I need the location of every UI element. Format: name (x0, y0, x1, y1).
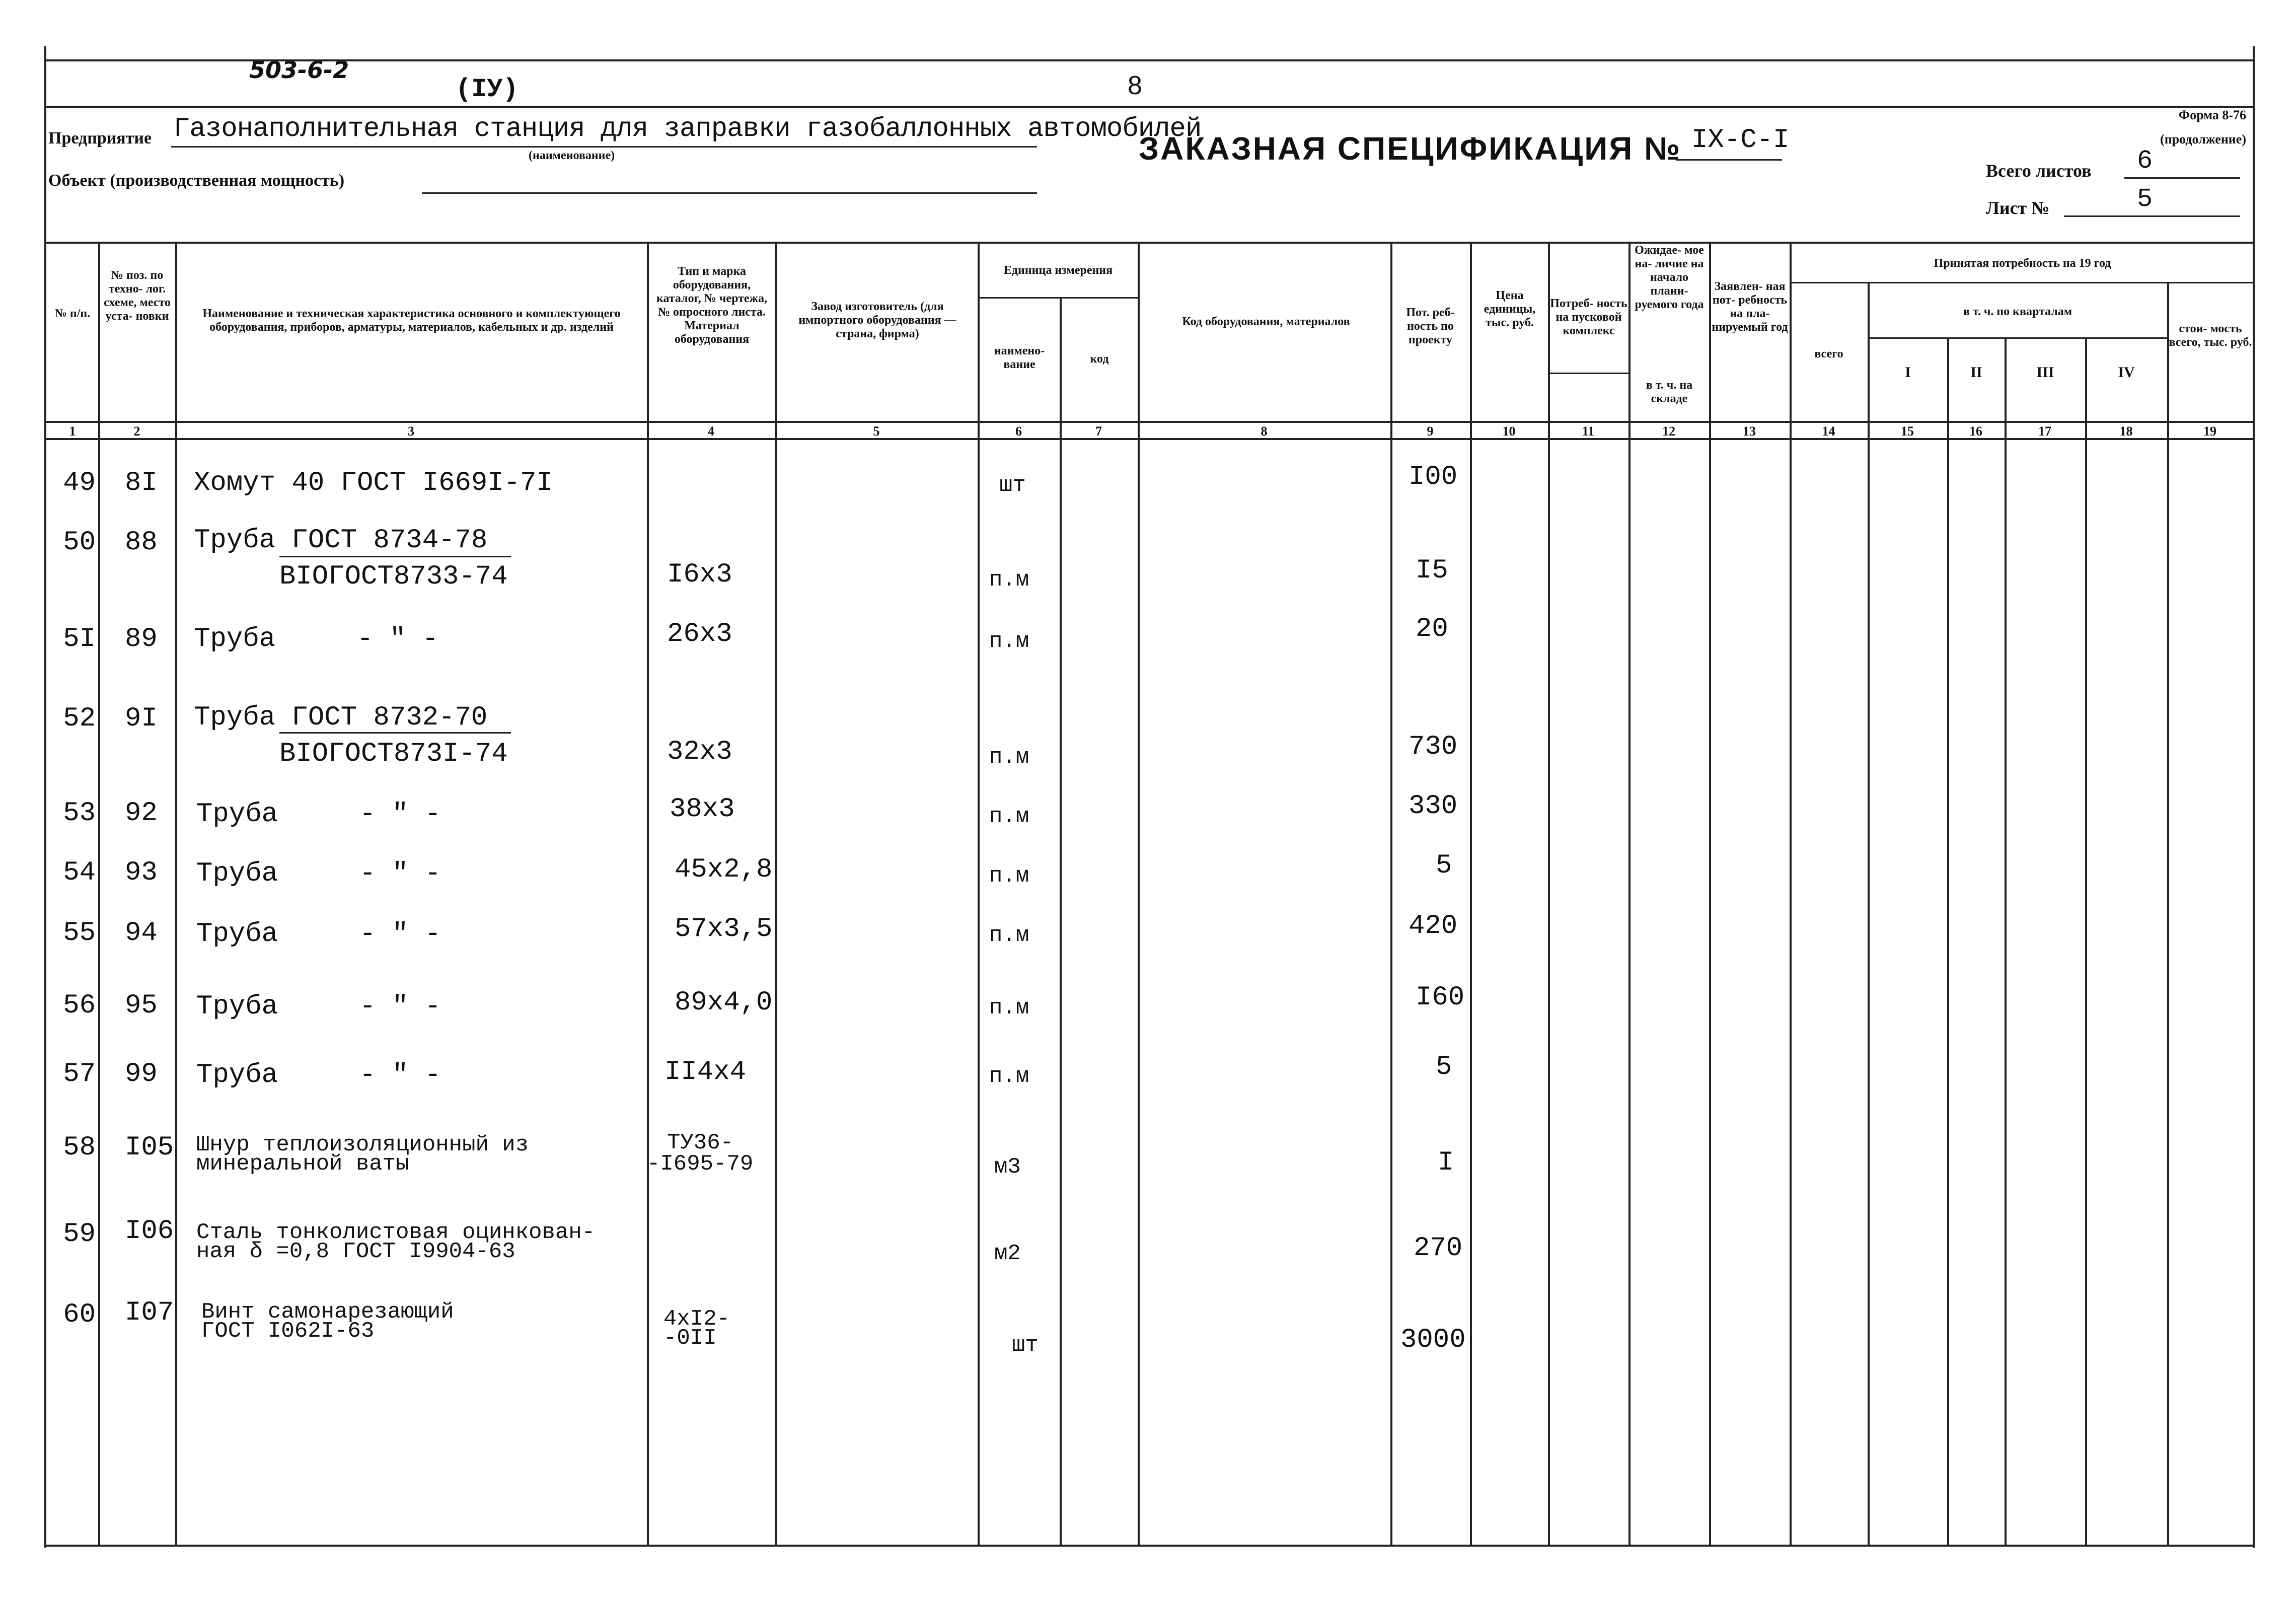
item-name-line2: ГОСТ I062I-63 (201, 1319, 375, 1344)
unit: п.м (989, 629, 1029, 654)
frame-top (44, 59, 2254, 61)
row-number: 54 (63, 857, 96, 888)
total-sheets-label: Всего листов (1986, 161, 2092, 181)
row-number: 55 (63, 918, 96, 949)
position-number: 99 (125, 1059, 158, 1089)
col-line (1947, 337, 1949, 1545)
item-name: Хомут 40 ГОСТ I669I-7I (194, 468, 553, 498)
colnum: 10 (1502, 424, 1516, 439)
name-caption: (наименование) (529, 149, 615, 162)
unit: м3 (994, 1154, 1021, 1180)
col-13-header: Заявлен- ная пот- ребность на пла- нируемый год (1712, 280, 1788, 334)
col-line (1868, 282, 1870, 1545)
colnum: 4 (708, 424, 714, 439)
colnum: 15 (1901, 424, 1914, 439)
quantity: 5 (1436, 850, 1452, 881)
item-name: Сталь тонколистовая оцинкован- (196, 1220, 596, 1245)
unit: п.м (989, 863, 1029, 889)
colnum: 6 (1015, 424, 1022, 439)
colnum: 2 (133, 424, 140, 439)
col-line (2085, 337, 2087, 1545)
total-sheets-value: 6 (2137, 146, 2153, 176)
col-11-header: Потреб- ность на пусковой комплекс (1550, 297, 1627, 337)
col-4-header: Тип и марка оборудования, каталог, № чертежа, № опросного листа. Материал оборудования (656, 265, 767, 346)
position-number: 89 (125, 624, 158, 655)
name-underline (279, 556, 511, 557)
colnum: 17 (2038, 424, 2051, 439)
item-type: 32x3 (667, 737, 732, 767)
colnum: 18 (2119, 424, 2133, 439)
col-3-header: Наименование и техническая характеристика основного и комплектующего оборудования, приборов, арматуры, материалов, кабельных и др. изделий (202, 307, 621, 334)
colnum: 8 (1261, 424, 1268, 439)
unit: шт (999, 473, 1026, 498)
page-number: 8 (1128, 71, 1142, 100)
quarter-4-header: IV (2118, 364, 2135, 381)
position-number: 95 (125, 990, 158, 1021)
item-type: 45x2,8 (675, 854, 773, 885)
position-number: 8I (125, 468, 158, 498)
row-number: 58 (63, 1132, 96, 1163)
col-12-header: Ожидае- мое на- личие на начало плани- руемого года (1635, 244, 1704, 311)
item-type: II4x4 (664, 1057, 747, 1087)
quantity: 730 (1409, 732, 1458, 762)
accepted-subline (1790, 282, 2253, 283)
item-name: Труба - " - (196, 919, 441, 950)
quantity: 420 (1409, 911, 1458, 941)
spec-title: ЗАКАЗНАЯ СПЕЦИФИКАЦИЯ № (1139, 130, 1682, 167)
quarter-1-header: I (1905, 364, 1911, 381)
item-name-line2: ная δ =0,8 ГОСТ I9904-63 (196, 1239, 515, 1264)
quantity: I60 (1416, 982, 1465, 1013)
item-name: Труба ГОСТ 8734-78 (194, 525, 488, 556)
quarter-2-header: II (1970, 364, 1982, 381)
quantity: 20 (1416, 614, 1448, 644)
col-6-header: наимено- вание (994, 344, 1045, 371)
unit: п.м (989, 923, 1029, 948)
quantity: I5 (1416, 555, 1448, 586)
document-code: 503-6-2 (249, 56, 349, 84)
col-10-header: Цена единицы, тыс. руб. (1484, 289, 1536, 329)
item-name-line2: BIOГОСТ873I-74 (279, 739, 508, 769)
frame-top-inner (44, 106, 2254, 108)
item-type: 26x3 (667, 619, 732, 649)
quantity: 3000 (1400, 1325, 1466, 1355)
enterprise-value: Газонаполнительная станция для заправки газобаллонных автомобилей (174, 114, 1202, 144)
position-number: I05 (125, 1132, 174, 1163)
item-type: 89x4,0 (675, 987, 773, 1018)
item-name: Труба - " - (196, 991, 441, 1022)
col-9-header: Пот. реб- ность по проекту (1406, 306, 1455, 346)
row-number: 53 (63, 798, 96, 829)
colnum: 7 (1095, 424, 1102, 439)
quarter-3-header: III (2036, 364, 2054, 381)
colnum: 19 (2203, 424, 2216, 439)
row-number: 52 (63, 703, 96, 734)
spec-number-underline (1676, 159, 1782, 161)
item-type: 38x3 (670, 794, 735, 825)
unit: п.м (989, 804, 1029, 829)
col-1-header: № п/п. (54, 307, 91, 320)
item-type-line2: -0II (663, 1326, 717, 1351)
quantity: 270 (1414, 1233, 1463, 1264)
colnum: 16 (1969, 424, 1982, 439)
sheet-underline (2064, 215, 2240, 217)
item-name: Труба - " - (196, 799, 441, 830)
sheet-label: Лист № (1986, 198, 2050, 218)
row-number: 57 (63, 1059, 96, 1089)
row-number: 56 (63, 990, 96, 1021)
unit: шт (1012, 1333, 1039, 1358)
item-name: Шнур теплоизоляционный из (196, 1132, 529, 1157)
position-number: 9I (125, 703, 158, 734)
position-number: 88 (125, 527, 158, 558)
table-top (44, 242, 2254, 244)
colnum: 12 (1662, 424, 1675, 439)
unit: п.м (989, 1064, 1029, 1089)
unit: п.м (989, 567, 1029, 593)
spec-number: IX-C-I (1691, 125, 1790, 156)
col-14-19-header: Принятая потребность на 19 год (1934, 257, 2111, 270)
item-type: I6x3 (667, 559, 732, 590)
unit: п.м (989, 995, 1029, 1021)
quarters-subline (1868, 337, 2167, 339)
quantity: 330 (1409, 791, 1458, 822)
item-name: Труба - " - (194, 624, 439, 655)
col-line (1060, 297, 1062, 1545)
form-sub: (продолжение) (2160, 132, 2246, 147)
enterprise-label: Предприятие (48, 129, 152, 148)
position-number: 94 (125, 918, 158, 949)
col-6-7-header: Единица измерения (1003, 264, 1113, 277)
unit: м2 (994, 1241, 1021, 1266)
col-2-header: № поз. по техно- лог. схеме, место уста- новки (104, 269, 171, 323)
colnum: 9 (1427, 424, 1434, 439)
total-sheets-underline (2124, 177, 2240, 179)
item-name-line2: минеральной ваты (196, 1151, 409, 1177)
colnum: 13 (1743, 424, 1756, 439)
item-name-line2: BIOГОСТ8733-74 (279, 561, 508, 592)
item-name: Труба ГОСТ 8732-70 (194, 702, 488, 733)
item-name: Труба - " - (196, 1060, 441, 1091)
sheet-value: 5 (2137, 184, 2153, 214)
name-underline (279, 732, 511, 734)
quantity: I00 (1409, 462, 1458, 492)
col-line (2005, 337, 2007, 1545)
frame-bottom (44, 1545, 2254, 1547)
col-8-header: Код оборудования, материалов (1182, 315, 1350, 328)
col-7-header: код (1090, 352, 1109, 366)
object-label: Объект (производственная мощность) (48, 171, 345, 190)
position-number: 93 (125, 857, 158, 888)
position-number: I06 (125, 1216, 174, 1247)
object-underline (422, 192, 1037, 194)
row-number: 60 (63, 1299, 96, 1330)
item-type-line2: -I695-79 (647, 1151, 754, 1177)
header-bottom (44, 421, 2254, 423)
item-name: Труба - " - (196, 858, 441, 889)
col-5-header: Завод изготовитель (для импортного оборудования — страна, фирма) (798, 300, 956, 340)
item-name: Винт самонарезающий (201, 1299, 454, 1325)
stock-subline (1548, 373, 1628, 374)
quantity: I (1438, 1147, 1454, 1178)
row-number: 49 (63, 468, 96, 498)
colnum: 14 (1822, 424, 1835, 439)
colnum: 5 (873, 424, 880, 439)
row-number: 59 (63, 1219, 96, 1250)
item-type: 57x3,5 (675, 914, 773, 944)
units-subline (978, 297, 1138, 299)
row-number: 5I (63, 624, 96, 655)
colnum: 1 (69, 424, 76, 439)
col-12b-header: в т. ч. на складе (1646, 379, 1693, 405)
position-number: 92 (125, 798, 158, 829)
unit: п.м (989, 745, 1029, 770)
frame-right (2253, 46, 2255, 1548)
col-19-header: стои- мость всего, тыс. руб. (2169, 322, 2252, 349)
colnum: 11 (1582, 424, 1595, 439)
frame-left (44, 46, 46, 1548)
enterprise-underline (171, 146, 1037, 148)
volume-number: (IУ) (456, 75, 519, 104)
colnum: 3 (408, 424, 414, 439)
form-label: Форма 8-76 (2178, 108, 2246, 122)
position-number: I07 (125, 1297, 174, 1328)
col-14-header: всего (1814, 347, 1843, 360)
item-type: ТУ36- (667, 1130, 734, 1155)
col-line (2167, 282, 2169, 1545)
item-type: 4xI2- (663, 1306, 730, 1332)
col-15-18-header: в т. ч. по кварталам (1963, 305, 2072, 318)
row-number: 50 (63, 527, 96, 558)
quantity: 5 (1436, 1052, 1452, 1082)
